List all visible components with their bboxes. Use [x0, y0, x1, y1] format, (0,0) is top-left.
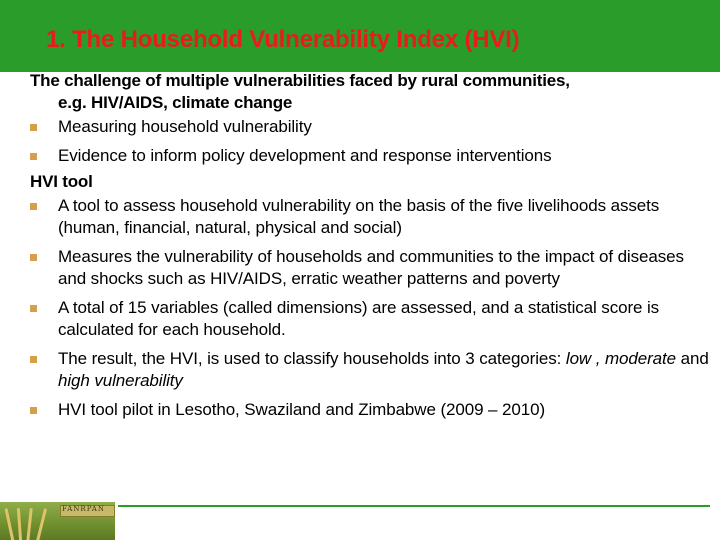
bullet-text: Evidence to inform policy development and response interventions	[58, 146, 552, 165]
bullet-item	[30, 297, 710, 341]
square-bullet-icon	[30, 124, 37, 131]
square-bullet-icon	[30, 407, 37, 414]
square-bullet-icon	[30, 254, 37, 261]
bullet-text: A tool to assess household vulnerability on the basis of the five livelihoods assets (human, financial, natural, physical and social)	[58, 196, 660, 237]
title-bar	[0, 0, 720, 72]
wheat-stalk-icon	[17, 508, 22, 540]
bullet-text: The result, the HVI, is used to classify households into 3 categories:	[58, 349, 566, 368]
category-high: high vulnerability	[58, 371, 183, 390]
wheat-stalk-icon	[4, 508, 14, 540]
bullet-text: Measures the vulnerability of households and communities to the impact of diseases and shocks such as HIV/AIDS, erratic weather patterns and poverty	[58, 247, 684, 288]
fanrpan-logo	[0, 502, 115, 540]
category-separator: ,	[591, 349, 605, 368]
bullet-text: HVI tool pilot in Lesotho, Swaziland and Zimbabwe (2009 – 2010)	[58, 400, 545, 419]
bullet-item	[30, 399, 710, 421]
bullet-item	[30, 246, 710, 290]
category-and: and	[676, 349, 709, 368]
bullet-item	[30, 116, 710, 138]
section-heading-hvi-tool: HVI tool	[30, 172, 93, 191]
square-bullet-icon	[30, 356, 37, 363]
square-bullet-icon	[30, 305, 37, 312]
category-moderate: moderate	[604, 349, 677, 368]
footer-divider	[118, 505, 710, 507]
square-bullet-icon	[30, 153, 37, 160]
heading-line-1: The challenge of multiple vulnerabilities faced by rural communities,	[30, 71, 570, 90]
wheat-stalk-icon	[36, 508, 47, 540]
wheat-stalk-icon	[26, 508, 33, 540]
slide-content	[30, 70, 710, 421]
bullet-item-result	[30, 348, 710, 392]
bullet-item	[30, 195, 710, 239]
section-heading-challenge	[30, 70, 710, 114]
bullet-text: A total of 15 variables (called dimensions) are assessed, and a statistical score is calculated for each household.	[58, 298, 660, 339]
heading-line-2: e.g. HIV/AIDS, climate change	[58, 93, 293, 112]
slide-title: 1. The Household Vulnerability Index (HVI)	[46, 26, 520, 53]
bullet-text: Measuring household vulnerability	[58, 117, 312, 136]
category-low: low	[565, 349, 592, 368]
bullet-item	[30, 145, 710, 167]
logo-text: FANRPAN	[62, 505, 105, 513]
square-bullet-icon	[30, 203, 37, 210]
